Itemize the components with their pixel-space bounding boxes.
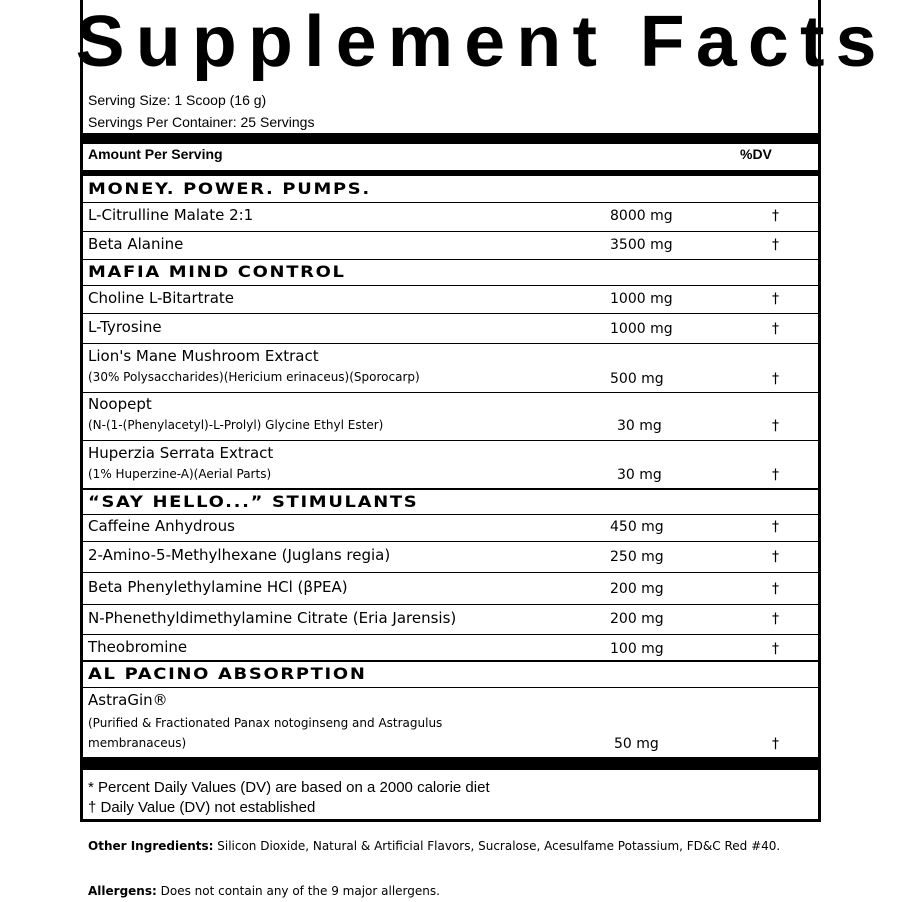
row-divider: [83, 541, 818, 542]
other-ingredients-label: Other Ingredients:: [88, 839, 214, 853]
row-divider: [83, 634, 818, 635]
medium-divider: [83, 170, 818, 176]
thick-divider: [83, 757, 818, 770]
ingredient-amount: 30 mg: [617, 418, 662, 434]
ingredient-amount: 30 mg: [617, 467, 662, 483]
ingredient-amount: 8000 mg: [610, 208, 673, 224]
other-ingredients: [88, 835, 788, 857]
amount-per-serving-header: [88, 146, 813, 168]
ingredient-name: AstraGin®: [88, 691, 168, 709]
ingredient-detail: (Purified & Fractionated Panax notoginseng and Astragulus: [88, 716, 443, 730]
ingredient-name: N-Phenethyldimethylamine Citrate (Eria Jarensis): [88, 609, 457, 627]
ingredient-amount: 250 mg: [610, 549, 664, 565]
panel-title: Supplement Facts: [75, 2, 888, 82]
other-ingredients-text: Silicon Dioxide, Natural & Artificial Flavors, Sucralose, Acesulfame Potassium, FD&C Red #40.: [213, 839, 781, 853]
row-divider: [83, 285, 818, 286]
row-divider: [83, 514, 818, 515]
row-divider: [83, 488, 818, 490]
ingredient-dv: †: [772, 581, 779, 597]
ingredient-dv: †: [772, 467, 779, 483]
ingredient-detail: (30% Polysaccharides)(Hericium erinaceus)(Sporocarp): [88, 370, 420, 384]
ingredient-name: 2-Amino-5-Methylhexane (Juglans regia): [88, 546, 391, 564]
ingredient-dv: †: [772, 641, 779, 657]
ingredient-detail: (1% Huperzine-A)(Aerial Parts): [88, 467, 272, 481]
row-divider: [83, 440, 818, 441]
thick-divider: [83, 133, 818, 144]
row-divider: [83, 202, 818, 203]
ingredient-name: Choline L-Bitartrate: [88, 289, 235, 307]
ingredient-name: Beta Phenylethylamine HCl (βPEA): [88, 578, 348, 596]
row-divider: [83, 604, 818, 605]
row-divider: [83, 392, 818, 393]
ingredient-detail-2: membranaceus): [88, 736, 187, 750]
footnote-dv-not-established: † Daily Value (DV) not established: [88, 799, 316, 816]
section-title: “SAY HELLO...” STIMULANTS: [88, 492, 419, 511]
allergens: [88, 880, 788, 902]
ingredient-amount: 1000 mg: [610, 321, 673, 337]
row-divider: [83, 660, 818, 662]
ingredient-amount: 200 mg: [610, 581, 664, 597]
ingredient-amount: 450 mg: [610, 519, 664, 535]
ingredient-name: Theobromine: [88, 638, 188, 656]
section-title: MAFIA MIND CONTROL: [88, 262, 346, 281]
ingredient-dv: †: [772, 611, 779, 627]
ingredient-dv: †: [772, 736, 779, 752]
ingredient-dv: †: [772, 371, 779, 387]
ingredient-amount: 100 mg: [610, 641, 664, 657]
ingredient-detail: (N-(1-(Phenylacetyl)-L-Prolyl) Glycine Ethyl Ester): [88, 418, 384, 432]
ingredient-dv: †: [772, 418, 779, 434]
ingredient-dv: †: [772, 549, 779, 565]
allergens-label: Allergens:: [88, 884, 157, 898]
ingredient-dv: †: [772, 321, 779, 337]
ingredient-amount: 500 mg: [610, 371, 664, 387]
ingredient-name: Huperzia Serrata Extract: [88, 444, 274, 462]
ingredient-name: L-Citrulline Malate 2:1: [88, 206, 254, 224]
section-title: MONEY. POWER. PUMPS.: [88, 179, 371, 198]
allergens-text: Does not contain any of the 9 major allergens.: [156, 884, 440, 898]
row-divider: [83, 572, 818, 573]
ingredient-amount: 3500 mg: [610, 237, 673, 253]
ingredient-name: Caffeine Anhydrous: [88, 517, 235, 535]
ingredient-name: Lion's Mane Mushroom Extract: [88, 347, 319, 365]
row-divider: [83, 313, 818, 314]
ingredient-amount: 50 mg: [614, 736, 659, 752]
row-divider: [83, 687, 818, 688]
ingredient-name: Beta Alanine: [88, 235, 184, 253]
row-divider: [83, 259, 818, 260]
amount-per-serving-label: Amount Per Serving: [88, 146, 223, 162]
ingredient-dv: †: [772, 237, 779, 253]
ingredient-dv: †: [772, 208, 779, 224]
row-divider: [83, 231, 818, 232]
ingredient-amount: 1000 mg: [610, 291, 673, 307]
servings-per-container: Servings Per Container: 25 Servings: [88, 114, 315, 130]
dv-header: %DV: [740, 146, 772, 162]
ingredient-dv: †: [772, 291, 779, 307]
footnote-percent-dv: * Percent Daily Values (DV) are based on a 2000 calorie diet: [88, 779, 490, 796]
ingredient-amount: 200 mg: [610, 611, 664, 627]
row-divider: [83, 343, 818, 344]
ingredient-name: Noopept: [88, 395, 152, 413]
ingredient-dv: †: [772, 519, 779, 535]
serving-size: Serving Size: 1 Scoop (16 g): [88, 92, 267, 108]
section-title: AL PACINO ABSORPTION: [88, 664, 367, 683]
ingredient-name: L-Tyrosine: [88, 318, 162, 336]
